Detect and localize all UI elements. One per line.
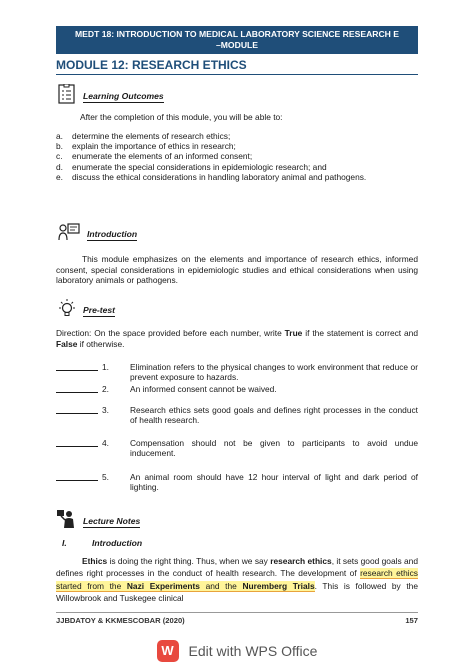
lecture-paragraph: Ethics is doing the right thing. Thus, when we say research ethics, it sets good goals and defines right processes in the conduct of health research. The development of research ethics started from the Nazi Experiments and the Nuremberg Trials. This is followed by the Willowbrook and Tuskegee clinical bbox=[56, 556, 418, 604]
learning-outcomes-heading bbox=[56, 80, 164, 104]
teacher-board-icon bbox=[56, 509, 78, 529]
answer-blank[interactable] bbox=[56, 472, 98, 481]
answer-blank[interactable] bbox=[56, 384, 98, 393]
list-item: a. determine the elements of research ethics; bbox=[56, 131, 231, 141]
pretest-heading bbox=[56, 294, 115, 318]
learning-outcomes-label: Learning Outcomes bbox=[83, 91, 164, 101]
footer-divider bbox=[56, 612, 418, 613]
document-header-bar bbox=[56, 26, 418, 54]
pretest-item-1: 1. Elimination refers to the physical changes to work environment that reduce or prevent exposure to hazards. bbox=[56, 362, 418, 383]
pretest-item-4: 4. Compensation should not be given to participants to avoid undue inducement. bbox=[56, 438, 418, 459]
header-line-1: MEDT 18: INTRODUCTION TO MEDICAL LABORATORY SCIENCE RESEARCH E bbox=[74, 29, 400, 39]
answer-blank[interactable] bbox=[56, 405, 98, 414]
lecture-subheading: I. Introduction bbox=[62, 538, 143, 548]
learning-outcomes-list bbox=[56, 131, 418, 182]
introduction-label: Introduction bbox=[87, 229, 138, 239]
pretest-label: Pre-test bbox=[83, 305, 115, 315]
wps-logo-icon: W bbox=[157, 640, 179, 662]
wps-edit-text: Edit with WPS Office bbox=[188, 643, 318, 659]
answer-blank[interactable] bbox=[56, 362, 98, 371]
pretest-direction: Direction: On the space provided before each number, write True if the statement is correct and False if otherwise. bbox=[56, 328, 418, 349]
module-title: MODULE 12: RESEARCH ETHICS bbox=[56, 58, 418, 75]
list-item: e. discuss the ethical considerations in handling laboratory animal and pathogens. bbox=[56, 171, 367, 182]
footer-authors: JJBDATOY & KKMESCOBAR (2020) bbox=[56, 616, 185, 625]
learning-outcomes-intro: After the completion of this module, you will be able to: bbox=[80, 112, 283, 122]
lightbulb-icon bbox=[56, 298, 78, 318]
list-item: c. enumerate the elements of an informed consent; bbox=[56, 151, 253, 162]
wps-edit-banner[interactable] bbox=[0, 632, 474, 670]
introduction-text: This module emphasizes on the elements and importance of research ethics, informed consent, special considerations in epidemiologic studies and ethical considerations when using laboratory animals or pathogens. bbox=[56, 254, 418, 286]
presenter-icon bbox=[56, 222, 82, 242]
pretest-item-2: 2. An informed consent cannot be waived. bbox=[56, 384, 418, 394]
header-line-2: –MODULE bbox=[215, 40, 259, 50]
list-item: d. enumerate the special considerations in epidemiologic research; and bbox=[56, 161, 327, 172]
list-item: b. explain the importance of ethics in research; bbox=[56, 141, 236, 152]
lecture-notes-heading bbox=[56, 505, 140, 529]
introduction-heading bbox=[56, 218, 137, 242]
page-number: 157 bbox=[405, 616, 418, 625]
pretest-item-3: 3. Research ethics sets good goals and defines right processes in the conduct of health research. bbox=[56, 405, 418, 426]
lecture-notes-label: Lecture Notes bbox=[83, 516, 141, 526]
checklist-icon bbox=[56, 84, 78, 104]
pretest-item-5: 5. An animal room should have 12 hour interval of light and dark period of lighting. bbox=[56, 472, 418, 493]
answer-blank[interactable] bbox=[56, 438, 98, 447]
